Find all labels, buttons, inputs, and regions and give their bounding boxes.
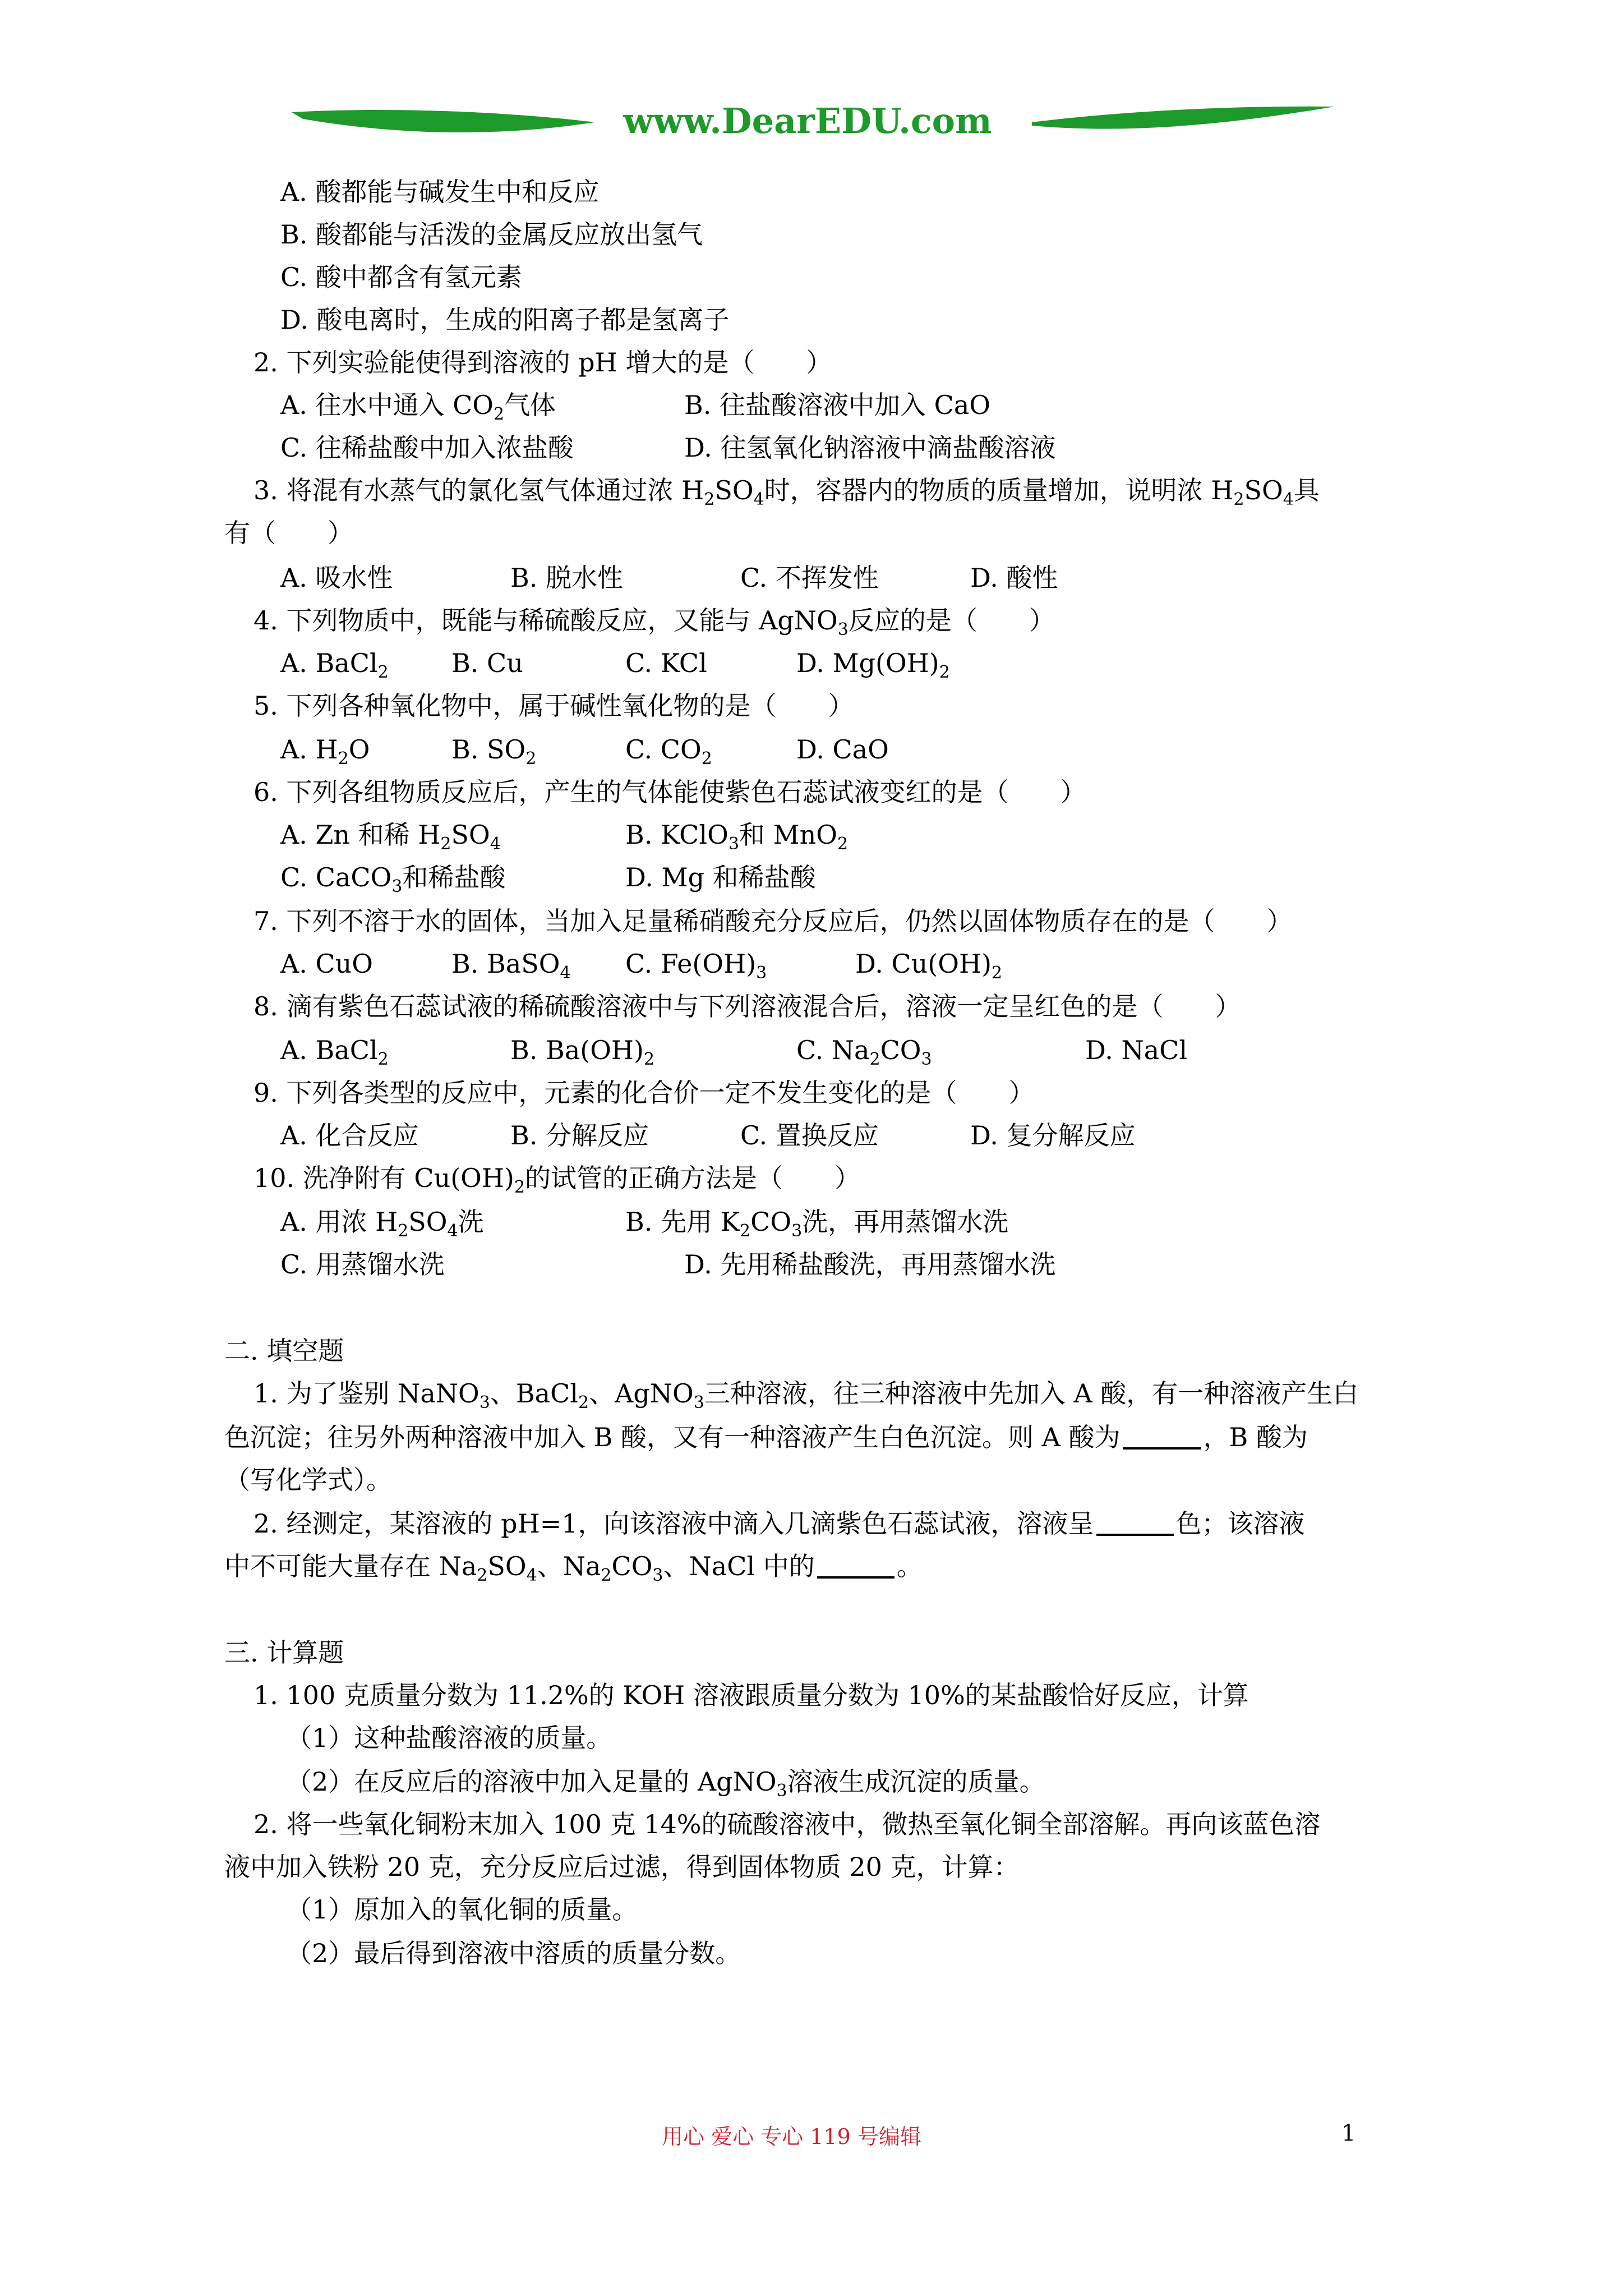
q5-option-c: C. $CO_2$ bbox=[625, 734, 712, 769]
q9-option-d: D. 复分解反应 bbox=[970, 1120, 1136, 1151]
calc-q1-line1: 1. 100 克质量分数为 11.2%的 KOH 溶液跟质量分数为 10%的某盐酸恰好反应，计算 bbox=[253, 1680, 1249, 1710]
q5-stem: 5. 下列各种氧化物中，属于碱性氧化物的是（ ） bbox=[253, 691, 854, 721]
q1-option-d: D. 酸电离时，生成的阳离子都是氢离子 bbox=[280, 305, 730, 335]
q4-stem: 4. 下列物质中，既能与稀硫酸反应，又能与 AgNO$_3$反应的是（ ） bbox=[253, 605, 1055, 639]
q6-option-b: B. KClO$_3$和 MnO$_2$ bbox=[625, 820, 849, 854]
calc-q2-line1: 2. 将一些氧化铜粉末加入 100 克 14%的硫酸溶液中，微热至氧化铜全部溶解。再向该蓝色溶 bbox=[253, 1809, 1321, 1839]
calc-q1-sub1: （1）这种盐酸溶液的质量。 bbox=[286, 1723, 612, 1753]
fill-q2-line2: 中不可能大量存在 $Na_2SO_4$、$Na_2CO_3$、NaCl 中的 。 bbox=[224, 1551, 923, 1585]
q8-option-b: B. $Ba(OH)_2$ bbox=[510, 1035, 655, 1069]
q10-option-c: C. 用蒸馏水洗 bbox=[280, 1249, 445, 1280]
fill-q1-line3: （写化学式）。 bbox=[224, 1465, 392, 1495]
answer-blank-ion[interactable] bbox=[817, 1576, 895, 1579]
q3-stem: 3. 将混有水蒸气的氯化氢气体通过浓 $H_2SO_4$时，容器内的物质的质量增加，说明浓 $H_2SO_4$具 bbox=[253, 475, 1320, 509]
site-logo-text[interactable]: www.DearEDU.com bbox=[623, 100, 992, 141]
left-swoosh bbox=[292, 110, 594, 132]
q2-stem: 2. 下列实验能使得到溶液的 pH 增大的是（ ） bbox=[253, 347, 832, 378]
footer-text: 用心 爱心 专心 119 号编辑 bbox=[662, 2124, 921, 2149]
q9-option-b: B. 分解反应 bbox=[510, 1120, 649, 1151]
q7-option-b: B. BaSO$_4$ bbox=[451, 949, 571, 983]
section2-heading: 二. 填空题 bbox=[224, 1336, 344, 1366]
q1-option-a: A. 酸都能与碱发生中和反应 bbox=[280, 177, 600, 207]
q6-option-d: D. Mg 和稀盐酸 bbox=[625, 862, 816, 892]
q7-option-d: D. $Cu(OH)_2$ bbox=[855, 949, 1003, 983]
q4-option-b: B. Cu bbox=[451, 648, 523, 678]
q10-stem: 10. 洗净附有 $Cu(OH)_2$的试管的正确方法是（ ） bbox=[253, 1163, 861, 1197]
calc-q2-line2: 液中加入铁粉 20 克，充分反应后过滤，得到固体物质 20 克，计算： bbox=[224, 1852, 1020, 1882]
q3-option-b: B. 脱水性 bbox=[510, 563, 624, 593]
q4-option-d: D. $Mg(OH)_2$ bbox=[796, 648, 950, 682]
q5-option-a: A. $H_2O$ bbox=[280, 734, 370, 769]
q7-option-c: C. $Fe(OH)_3$ bbox=[625, 949, 767, 983]
q4-option-c: C. KCl bbox=[625, 648, 707, 678]
q10-option-a: A. 用浓 $H_2SO_4$洗 bbox=[280, 1207, 484, 1241]
q8-option-c: C. $Na_2CO_3$ bbox=[796, 1035, 932, 1069]
fill-q1-line1: 1. 为了鉴别 NaNO$_3$、BaCl$_2$、AgNO$_3$三种溶液，往三种溶液中先加入 A 酸，有一种溶液产生白 bbox=[253, 1378, 1359, 1412]
q3-option-c: C. 不挥发性 bbox=[740, 563, 879, 593]
q3-option-a: A. 吸水性 bbox=[280, 563, 393, 593]
q8-option-a: A. BaCl$_2$ bbox=[280, 1035, 389, 1069]
q1-option-b: B. 酸都能与活泼的金属反应放出氢气 bbox=[280, 219, 703, 250]
q3-option-d: D. 酸性 bbox=[970, 563, 1058, 593]
page-number: 1 bbox=[1341, 2120, 1356, 2146]
section3-heading: 三. 计算题 bbox=[224, 1637, 344, 1668]
q10-option-d: D. 先用稀盐酸洗，再用蒸馏水洗 bbox=[684, 1249, 1056, 1280]
q1-option-c: C. 酸中都含有氢元素 bbox=[280, 262, 522, 292]
q5-option-b: B. $SO_2$ bbox=[451, 734, 537, 769]
q6-stem: 6. 下列各组物质反应后，产生的气体能使紫色石蕊试液变红的是（ ） bbox=[253, 777, 1086, 807]
q7-stem: 7. 下列不溶于水的固体，当加入足量稀硝酸充分反应后，仍然以固体物质存在的是（ ） bbox=[253, 906, 1293, 936]
q2-option-b: B. 往盐酸溶液中加入 CaO bbox=[684, 390, 991, 420]
calc-q1-sub2: （2）在反应后的溶液中加入足量的 AgNO$_3$溶液生成沉淀的质量。 bbox=[286, 1766, 1045, 1801]
q2-option-d: D. 往氢氧化钠溶液中滴盐酸溶液 bbox=[684, 432, 1056, 463]
fill-q2-line1: 2. 经测定，某溶液的 pH=1，向该溶液中滴入几滴紫色石蕊试液，溶液呈 色；该溶液 bbox=[253, 1508, 1305, 1539]
q7-option-a: A. CuO bbox=[280, 949, 373, 979]
q4-option-a: A. BaCl$_2$ bbox=[280, 648, 389, 682]
q9-stem: 9. 下列各类型的反应中，元素的化合价一定不发生变化的是（ ） bbox=[253, 1078, 1035, 1108]
q9-option-a: A. 化合反应 bbox=[280, 1120, 419, 1151]
q5-option-d: D. CaO bbox=[796, 734, 889, 765]
q6-option-c: C. CaCO$_3$和稀盐酸 bbox=[280, 862, 506, 896]
answer-blank-a[interactable] bbox=[1123, 1447, 1201, 1450]
q3-stem-continued: 有（ ） bbox=[224, 518, 353, 548]
q2-option-a: A. 往水中通入 $CO_2$气体 bbox=[280, 390, 556, 424]
q6-option-a: A. Zn 和稀 $H_2SO_4$ bbox=[280, 820, 501, 854]
right-swoosh bbox=[1032, 107, 1335, 129]
q10-option-b: B. 先用 $K_2CO_3$洗，再用蒸馏水洗 bbox=[625, 1207, 1009, 1241]
q8-stem: 8. 滴有紫色石蕊试液的稀硫酸溶液中与下列溶液混合后，溶液一定呈红色的是（ ） bbox=[253, 991, 1241, 1022]
answer-blank-color[interactable] bbox=[1096, 1534, 1174, 1536]
calc-q2-sub2: （2）最后得到溶液中溶质的质量分数。 bbox=[286, 1938, 741, 1968]
q2-option-c: C. 往稀盐酸中加入浓盐酸 bbox=[280, 432, 574, 463]
fill-q1-line2: 色沉淀；往另外两种溶液中加入 B 酸，又有一种溶液产生白色沉淀。则 A 酸为 ，B 酸为 bbox=[224, 1422, 1308, 1452]
q9-option-c: C. 置换反应 bbox=[740, 1120, 879, 1151]
calc-q2-sub1: （1）原加入的氧化铜的质量。 bbox=[286, 1894, 638, 1925]
q8-option-d: D. NaCl bbox=[1085, 1035, 1188, 1065]
